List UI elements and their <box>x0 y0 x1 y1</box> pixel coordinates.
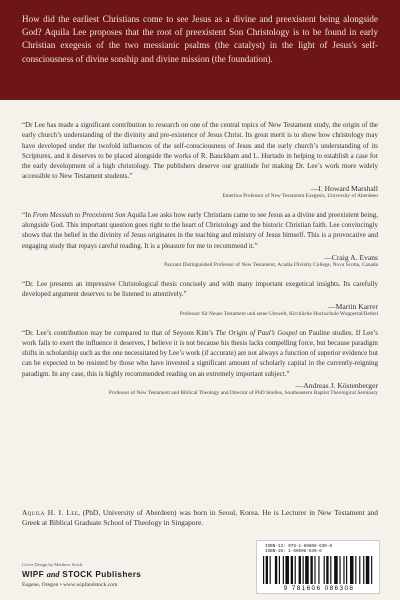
isbn-13: ISBN-13: 978-1-60608-630-8 <box>265 544 333 549</box>
endorsements <box>22 120 378 407</box>
endorser-name: —Martin Karrer <box>328 301 378 311</box>
top-band <box>0 0 400 100</box>
book-title: From Messiah to Preexistent Son <box>32 210 126 219</box>
endorser-name: —Andreas J. Köstenberger <box>295 381 378 391</box>
quote-text: “Dr. Lee’s contribution may be compared to that of Seyoon Kim’s The Origin of Paul’s Gospel on Pauline studies. If Lee’s work fails to exert the influence it deserves, I believe it is not because his thesis lacks compelling force, but because paradigm shifts in scholarship such as the one necessitated by Lee’s work (if accurate) are not always a function of superior evidence but can be expected to be resisted by those who have invested a significant amount of scholarly capital in the currently-reigning paradigm. In any case, this is highly recommended reading on an extremely important subject.” <box>22 328 378 378</box>
cover-design-credit: Cover Design by Matthew Stock <box>22 562 83 567</box>
author-name: Aquila H. I. Lee <box>22 508 79 517</box>
isbn-10: ISBN-10: 1-60608-630-8 <box>265 549 322 554</box>
quote-text: “In From Messiah to Preexistent Son Aquila Lee asks how early Christians came to see Jesus as a divine and preexistent being, alongside God. This important question goes right to the heart of Christology and the historic Christian faith. Lee convincingly shows that the belief in the divinity of Jesus originates in the teaching and ministry of Jesus himself. This is a provocative and engaging study that repays careful reading. It is a pleasure for me to recommend it.” <box>22 210 378 250</box>
intro-blurb: How did the earliest Christians come to see Jesus as a divine and preexistent being alongside God? Aquila Lee proposes that the root of preexistent Son Christology is to be found in early Christian exegesis of the two messianic psalms (the catalyst) in the light of Jesus's self-consciousness of divine sonship and divine mission (the foundation). <box>22 14 378 64</box>
endorser-affiliation: Professor of New Testament and Biblical Theology and Director of PhD Studies, Southeastern Baptist Theological Seminary <box>108 390 378 397</box>
quote-text: “Dr Lee has made a significant contribution to research on one of the central topics of New Testament study, the origin of the early church’s understanding of the divinity and pre-existence of Jesus Christ. Its great merit is to show how christology may have developed under the twofold influences of the self-consciousness of Jesus and the early church’s understanding of its Scriptures, and it deserves to be placed alongside the works of R. Bauckham and L. Hurtado in helping to establish a case for the early development of a high christology. The publishers deserve our gratitude for making Dr. Lee’s work more widely accessible to New Testament students.” <box>22 121 378 181</box>
endorser-affiliation: Professor für Neues Testament und seine Umwelt, Kirchliche Hochschule Wuppertal/Bethel <box>179 310 378 317</box>
endorser-affiliation: Payzant Distinguished Professor of New Testament, Acadia Divinity College, Nova Scotia, Canada <box>164 261 378 268</box>
publisher-logo: WIPF and STOCK Publishers <box>22 570 142 579</box>
endorser-name: —I. Howard Marshall <box>310 183 378 193</box>
quote-text: “Dr. Lee presents an impressive Christological thesis concisely and with many important exegetical insights. Its carefully developed argument deserves to be listened to attentively.” <box>22 279 378 299</box>
barcode-bars <box>263 556 375 584</box>
endorser-name: —Craig A. Evans <box>324 252 378 262</box>
endorsement-evans <box>22 210 378 269</box>
author-bio: Aquila H. I. Lee, (PhD, University of Aberdeen) was born in Seoul, Korea. He is Lecturer in New Testament and Greek at Biblical Graduate School of Theology in Singapore. <box>22 508 378 528</box>
barcode-number: 9 781606 086308 <box>283 585 355 592</box>
barcode <box>256 540 380 594</box>
publisher-location: Eugene, Oregon • www.wipfandstock.com <box>22 582 118 588</box>
endorsement-karrer <box>22 279 378 318</box>
book-title: The Origin of Paul’s Gospel <box>215 328 298 337</box>
endorsement-marshall <box>22 120 378 200</box>
endorsement-kostenberger <box>22 328 378 397</box>
endorser-affiliation: Emeritus Professor of New Testament Exegesis, University of Aberdeen <box>222 192 378 199</box>
